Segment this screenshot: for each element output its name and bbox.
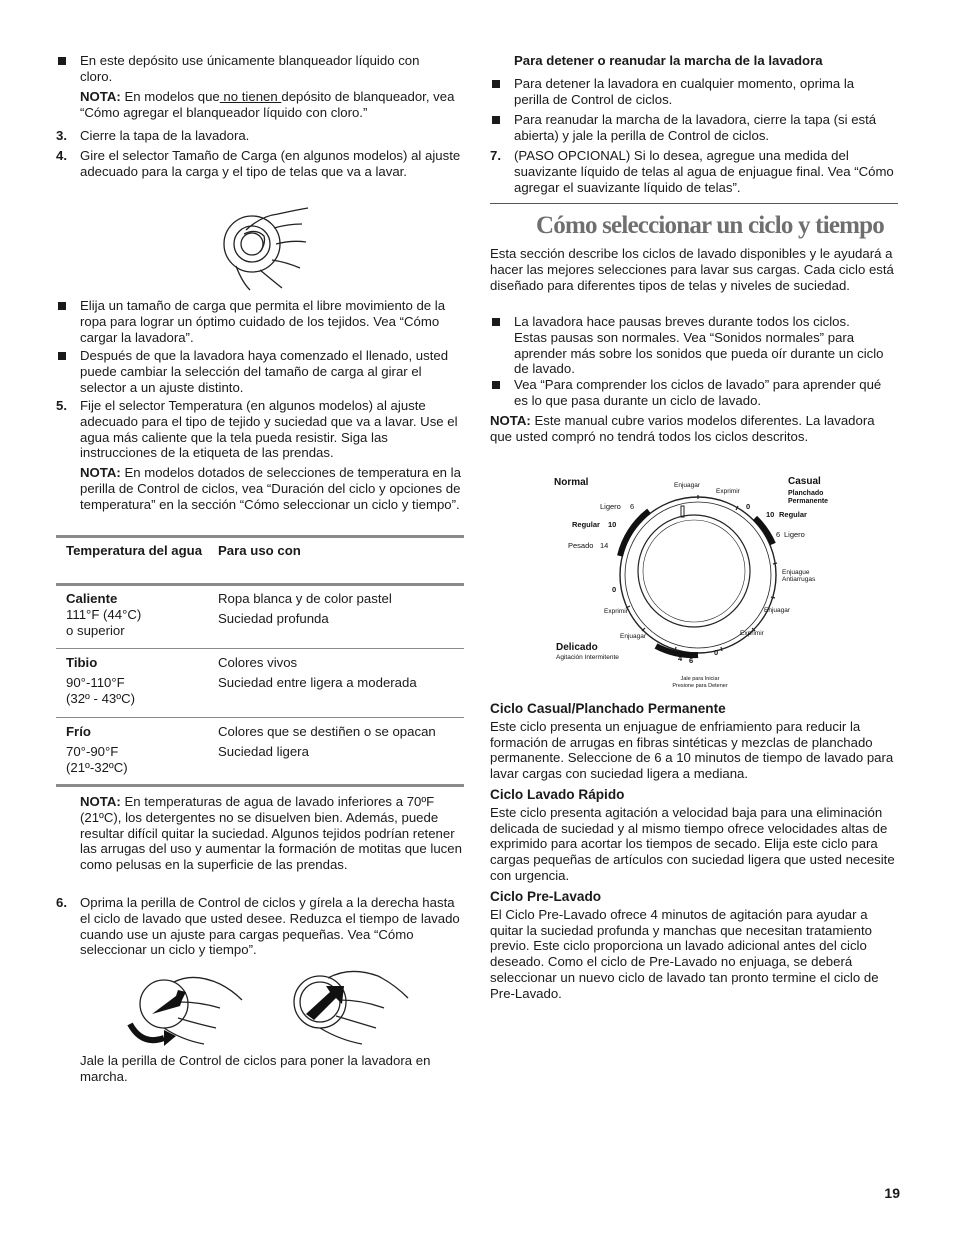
table-cell-use: Colores que se destiñen o se opacan Suciedad ligera	[218, 724, 436, 759]
step-7: 7. (PASO OPCIONAL) Si lo desea, agregue una medida del suavizante líquido de telas al agua de enjuague final. Vea “Cómo agregar el suavizante líquido de telas”.	[490, 148, 894, 195]
knob-turn-illustration	[124, 966, 254, 1046]
dial-label-exprimir: Exprimir	[716, 488, 740, 495]
quick-wash-cycle: Ciclo Lavado Rápido Este ciclo presenta agitación a velocidad baja para una eliminación delicada de suciedad y al mismo tiempo ofrece velocidades altas de exprimido para acortar los tiempos de secado. Elija este ciclo para cargas pequeñas de artículos con suciedad ligera que usted necesite con urgencia.	[490, 787, 895, 883]
bullet-square-icon	[492, 80, 500, 88]
bullet-load-size: Elija un tamaño de carga que permita el libre movimiento de la ropa para lograr un óptimo cuidado de los tejidos. Vea “Cómo cargar la lavadora”.	[80, 298, 450, 345]
dial-label-planchado: Planchado	[788, 490, 824, 497]
dial-label-casual: Casual	[788, 476, 821, 487]
dial-label-normal: Normal	[554, 477, 589, 488]
load-size-dial-illustration	[216, 204, 316, 292]
dial-label-six: 6	[630, 502, 635, 511]
dial-inner-ring	[625, 502, 771, 648]
dial-label-regular: Regular	[779, 510, 807, 519]
dial-label-ten: 10	[766, 510, 775, 519]
pull-knob-text: Jale la perilla de Control de ciclos para poner la lavadora en marcha.	[80, 1053, 431, 1084]
note-cold-water: NOTA: En temperaturas de agua de lavado inferiores a 70ºF (21ºC), los detergentes no se disuelven bien. Además, puede resultar difícil quitar la suciedad. Algunos tejidos podrían retener las arrugas del uso y aumentar la formación de motitas que lucen como pelusas en la superficie de las prendas.	[80, 794, 462, 873]
step-3: 3. Cierre la tapa de la lavadora.	[56, 128, 250, 143]
table-cell-use: Colores vivos Suciedad entre ligera a moderada	[218, 655, 417, 690]
knob-push-illustration	[284, 962, 414, 1046]
bullet-square-icon	[492, 381, 500, 389]
dial-label-regular: Regular	[572, 520, 600, 529]
cycle-control-dial	[550, 468, 850, 692]
bullet-square-icon	[58, 302, 66, 310]
dial-label-antiarrugas: Antiarrugas	[782, 576, 816, 583]
dial-label-zero: 0	[746, 502, 751, 511]
dial-label-ligero: Ligero	[784, 530, 805, 539]
section-divider	[490, 203, 898, 204]
stop-heading: Para detener o reanudar la marcha de la lavadora	[514, 53, 823, 68]
bullet-square-icon	[492, 116, 500, 124]
bullet-square-icon	[58, 352, 66, 360]
dial-ticks	[626, 495, 777, 651]
dial-label-enjuagar: Enjuagar	[620, 633, 647, 640]
normal-arc	[620, 511, 649, 556]
dial-label-enjuagar: Enjuagar	[764, 607, 791, 614]
table-row: Frío 70°-90°F (21º-32ºC)	[66, 724, 128, 775]
casual-arc	[755, 518, 773, 544]
step-6: 6. Oprima la perilla de Control de ciclos y gírela a la derecha hasta el ciclo de lavado que usted desee. Reduzca el tiempo de lavado cuando use un ajuste para cargas pequeñas. Vea “Cómo seleccionar un ciclo y tiempo”.	[56, 895, 460, 958]
page-number: 19	[884, 1185, 900, 1201]
casual-cycle: Ciclo Casual/Planchado Permanente Este ciclo presenta un enjuague de enfriamiento para reducir la formación de arrugas en fibras sintéticas y mezclas de planchado permanente. Seleccione de 6 a 10 minutos de tiempo de lavado para lavar cargas con suciedad ligera a mediana.	[490, 701, 894, 782]
dial-label-permanente: Permanente	[788, 498, 829, 505]
dial-label-ten: 10	[608, 520, 617, 529]
dial-label-six: 6	[689, 656, 694, 665]
table-row: Tibio 90°-110°F (32º - 43ºC)	[66, 655, 135, 706]
dial-knob	[638, 515, 750, 627]
dial-label-delicado: Delicado	[556, 642, 598, 653]
table-row: Caliente 111°F (44°C) o superior	[66, 591, 142, 638]
dial-label-exprimir: Exprimir	[740, 630, 764, 637]
bullet-pauses: La lavadora hace pausas breves durante todos los ciclos. Estas pausas son normales. Vea “Sonidos normales” para aprender más sobre los sonidos que pueda oír durante un ciclo de lavado.	[514, 314, 884, 377]
dial-label-fourteen: 14	[600, 541, 609, 550]
temperature-table	[56, 535, 464, 787]
bullet-change-load: Después de que la lavadora haya comenzado el llenado, usted puede cambiar la selección del tamaño de carga al girar el selector a un ajuste distinto.	[80, 348, 450, 395]
prewash-cycle: Ciclo Pre-Lavado El Ciclo Pre-Lavado ofrece 4 minutos de agitación para ayudar a quitar la suciedad profunda y manchas que necesitan tratamiento previo. Este ciclo proporciona un lavado adicional antes del ciclo deseado. Como el ciclo de Pre-Lavado no enjuaga, se deberá seleccionar un nuevo ciclo de lavado tan pronto termine el ciclo de Pre-Lavado.	[490, 889, 879, 1001]
dial-label-presione: Presione para Detener	[672, 683, 728, 689]
table-header-temperature: Temperatura del agua	[66, 543, 203, 558]
bullet-stop: Para detener la lavadora en cualquier momento, oprima la perilla de Control de ciclos.	[514, 76, 884, 108]
dial-label-zero: 0	[714, 648, 719, 657]
dial-label-pesado: Pesado	[568, 541, 594, 550]
dial-label-enjuague: Enjuague	[782, 569, 810, 576]
dial-label-exprimir: Exprimir	[604, 608, 628, 615]
bullet-square-icon	[58, 57, 66, 65]
note-temperature: NOTA: En modelos dotados de selecciones de temperatura en la perilla de Control de ciclos, vea “Duración del ciclo y opciones de temperatura” en la sección “Cómo seleccionar un ciclo y tiempo”.	[80, 465, 461, 512]
table-header-use: Para uso con	[218, 543, 301, 558]
dial-label-agitacion: Agitación Intermitente	[556, 654, 619, 661]
dial-label-four: 4	[678, 654, 683, 663]
step-5: 5. Fije el selector Temperatura (en algunos modelos) al ajuste adecuado para el tipo de tejido y suciedad que va a lavar. Use el agua más caliente que la tela pueda resistir. Siga las instrucciones de la etiqueta de las prendas.	[56, 398, 458, 461]
section-intro: Esta sección describe los ciclos de lavado disponibles y le ayudará a hacer las mejores selecciones para lavar sus cargas. Cada ciclo está diseñado para diferentes tipos de telas y niveles de suciedad.	[490, 246, 894, 293]
note-models: NOTA: Este manual cubre varios modelos diferentes. La lavadora que usted compró no tendrá todos los ciclos descritos.	[490, 413, 875, 444]
dial-label-enjuagar: Enjuagar	[674, 482, 701, 489]
dial-pointer	[681, 506, 684, 517]
section-title: Cómo seleccionar un ciclo y tiempo	[536, 212, 884, 239]
dial-label-six: 6	[776, 530, 781, 539]
dial-label-ligero: Ligero	[600, 502, 621, 511]
bullet-resume: Para reanudar la marcha de la lavadora, cierre la tapa (si está abierta) y jale la perilla de Control de ciclos.	[514, 112, 884, 144]
note-bleach: NOTA: En modelos que no tienen depósito de blanqueador, vea “Cómo agregar el blanqueador líquido con cloro.”	[80, 89, 455, 120]
step-4: 4. Gire el selector Tamaño de Carga (en algunos modelos) al ajuste adecuado para la carga y el tipo de telas que va a lavar.	[56, 148, 461, 179]
table-cell-use: Ropa blanca y de color pastel Suciedad profunda	[218, 591, 392, 626]
bullet-bleach: En este depósito use únicamente blanqueador líquido con cloro.	[80, 53, 450, 85]
dial-label-zero: 0	[612, 585, 617, 594]
dial-label-jale: Jale para Iniciar	[680, 676, 720, 682]
bullet-understand-cycles: Vea “Para comprender los ciclos de lavado” para aprender qué es lo que pasa durante un ciclo de lavado.	[514, 377, 884, 409]
bullet-square-icon	[492, 318, 500, 326]
